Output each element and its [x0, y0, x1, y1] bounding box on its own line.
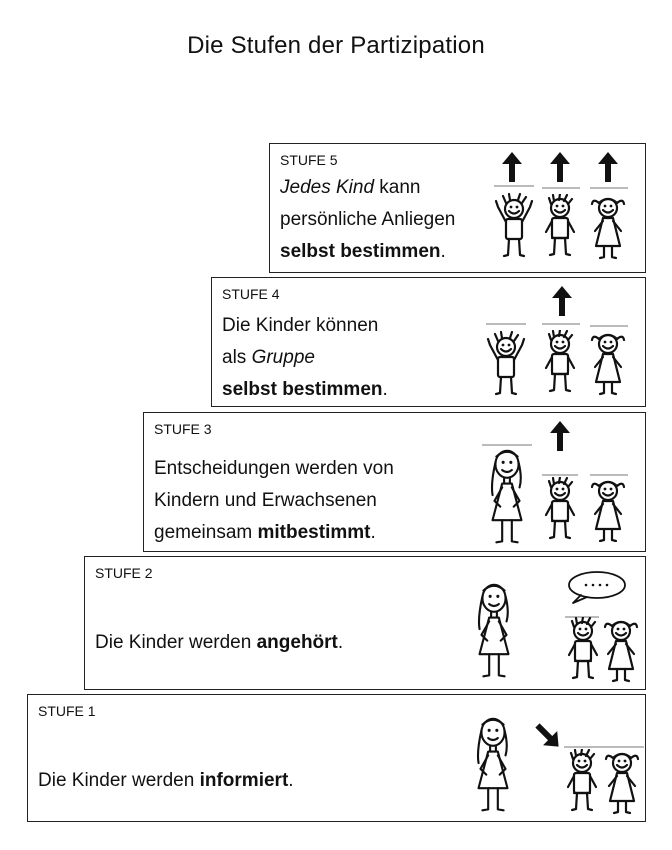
stage-4-label: STUFE 4 — [222, 286, 280, 302]
stage-3 — [143, 412, 646, 552]
stage-2-illustration — [469, 557, 643, 691]
stage-2-text: Die Kinder werden angehört. — [95, 632, 344, 653]
stage-2-label: STUFE 2 — [95, 565, 153, 581]
stage-5-bold-text: selbst bestimmen — [280, 241, 441, 262]
up-arrow-icon — [550, 152, 570, 182]
boy-icon — [546, 477, 574, 538]
up-arrow-icon — [550, 421, 570, 451]
stage-4-bold-text: selbst bestimmen — [222, 379, 383, 400]
speech-bubble-icon — [569, 572, 625, 603]
stage-3-illustration — [474, 413, 644, 551]
stage-1-label: STUFE 1 — [38, 703, 96, 719]
stage-4 — [211, 277, 646, 407]
stage-2-bold-text: angehört — [256, 632, 338, 653]
girl-icon — [592, 335, 624, 394]
stage-5-text: Jedes Kind kann persönliche Anliegen selbst bestimmen. — [280, 177, 456, 262]
up-arrow-icon — [598, 152, 618, 182]
stage-1-bold-text: informiert — [199, 770, 289, 791]
stage-5-illustration — [494, 144, 644, 272]
stage-2 — [84, 556, 646, 690]
cheering-child-icon — [488, 332, 524, 394]
stage-4-illustration — [482, 278, 632, 406]
boy-icon — [568, 749, 596, 810]
adult-icon — [492, 451, 521, 543]
stage-4-italic-text: Gruppe — [251, 347, 315, 368]
down-right-arrow-icon — [530, 718, 565, 753]
boy-icon — [546, 194, 574, 255]
stage-3-text: Entscheidungen werden von Kindern und Erwachsenen gemeinsam mitbestimmt. — [154, 458, 394, 543]
page-title: Die Stufen der Partizipation — [187, 32, 485, 59]
stage-5 — [269, 143, 646, 273]
stage-4-text: Die Kinder können als Gruppe selbst bestimmen. — [222, 315, 388, 400]
up-arrow-icon — [552, 286, 572, 316]
boy-icon — [546, 330, 574, 391]
stage-3-label: STUFE 3 — [154, 421, 212, 437]
up-arrow-icon — [502, 152, 522, 182]
adult-icon — [478, 719, 507, 811]
girl-icon — [605, 622, 637, 681]
stage-5-label: STUFE 5 — [280, 152, 338, 168]
boy-icon — [569, 617, 597, 678]
stage-3-bold-text: mitbestimmt — [257, 522, 371, 543]
stage-1-text: Die Kinder werden informiert. — [38, 770, 294, 791]
stage-5-italic-text: Jedes Kind — [280, 177, 375, 198]
girl-icon — [592, 482, 624, 541]
girl-icon — [592, 199, 624, 258]
cheering-child-icon — [496, 194, 532, 256]
stage-1 — [27, 694, 646, 822]
adult-icon — [479, 585, 508, 677]
stage-1-illustration — [468, 695, 644, 821]
girl-icon — [606, 754, 638, 813]
